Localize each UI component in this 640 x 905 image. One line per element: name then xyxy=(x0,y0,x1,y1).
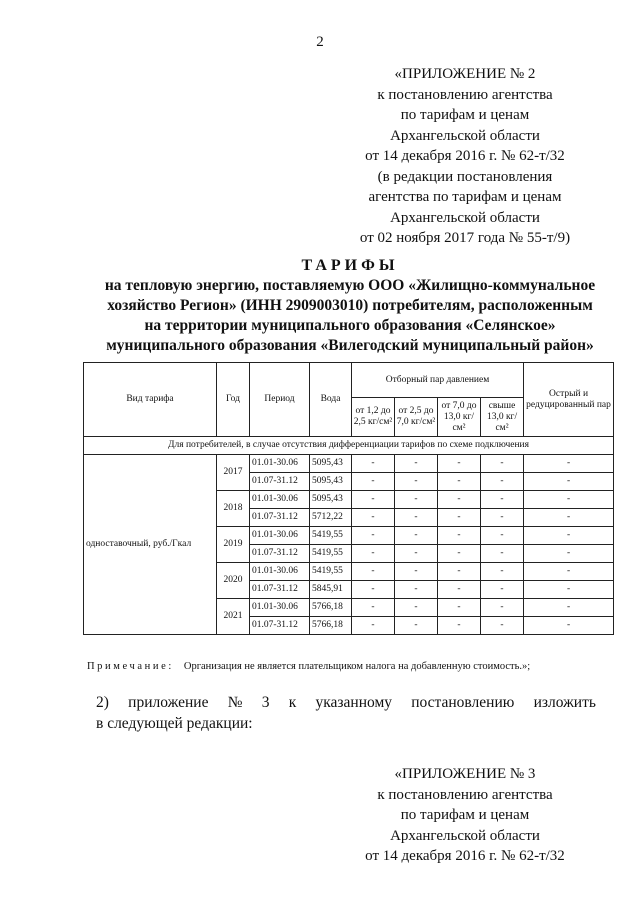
steam-tariff-cell: - xyxy=(481,473,524,491)
water-tariff-cell: 5095,43 xyxy=(310,473,352,491)
appendix-line: Архангельской области xyxy=(390,827,540,844)
sharp-steam-tariff-cell: - xyxy=(524,455,614,473)
steam-tariff-cell: - xyxy=(352,545,395,563)
paragraph-line xyxy=(96,692,596,713)
water-tariff-cell: 5095,43 xyxy=(310,491,352,509)
period-cell: 01.01-30.06 xyxy=(250,599,310,617)
appendix-header-bottom xyxy=(340,764,590,867)
paragraph-word: постановлению xyxy=(411,694,515,711)
period-cell: 01.07-31.12 xyxy=(250,509,310,527)
title-line: муниципального образования «Вилегодский муниципальный район» xyxy=(106,337,594,354)
water-tariff-cell: 5419,55 xyxy=(310,527,352,545)
steam-tariff-cell: - xyxy=(395,455,438,473)
period-cell: 01.01-30.06 xyxy=(250,491,310,509)
paragraph-word: № xyxy=(227,694,243,711)
steam-tariff-cell: - xyxy=(352,491,395,509)
paragraph-word: 2) xyxy=(96,694,109,711)
year-cell: 2019 xyxy=(217,527,250,563)
sharp-steam-tariff-cell: - xyxy=(524,491,614,509)
tariff-type-cell: одноставочный, руб./Гкал xyxy=(84,455,217,635)
header-steam-col: свыше 13,0 кг/см² xyxy=(481,398,524,437)
appendix-line: «ПРИЛОЖЕНИЕ № 3 xyxy=(394,766,536,782)
appendix-line: агентства по тарифам и ценам xyxy=(368,189,562,205)
appendix-line: Архангельской области xyxy=(390,209,540,226)
period-cell: 01.01-30.06 xyxy=(250,455,310,473)
steam-tariff-cell: - xyxy=(481,509,524,527)
paragraph-word: 3 xyxy=(261,694,270,711)
water-tariff-cell: 5845,91 xyxy=(310,581,352,599)
period-cell: 01.07-31.12 xyxy=(250,473,310,491)
sharp-steam-tariff-cell: - xyxy=(524,509,614,527)
tariff-table xyxy=(83,362,614,635)
water-tariff-cell: 5095,43 xyxy=(310,455,352,473)
steam-tariff-cell: - xyxy=(481,563,524,581)
steam-tariff-cell: - xyxy=(395,509,438,527)
amendment-paragraph xyxy=(96,692,596,734)
appendix-line: Архангельской области xyxy=(390,127,540,144)
steam-tariff-cell: - xyxy=(438,545,481,563)
steam-tariff-cell: - xyxy=(481,617,524,635)
paragraph-line: в следующей редакции: xyxy=(96,715,253,732)
steam-tariff-cell: - xyxy=(438,581,481,599)
water-tariff-cell: 5419,55 xyxy=(310,563,352,581)
steam-tariff-cell: - xyxy=(352,473,395,491)
steam-tariff-cell: - xyxy=(438,509,481,527)
title-line: на тепловую энергию, поставляемую ООО «Жилищно-коммунальное xyxy=(104,277,596,294)
steam-tariff-cell: - xyxy=(481,527,524,545)
appendix-line: по тарифам и ценам xyxy=(400,107,530,123)
sharp-steam-tariff-cell: - xyxy=(524,599,614,617)
appendix-line: к постановлению агентства xyxy=(377,786,553,803)
steam-tariff-cell: - xyxy=(395,491,438,509)
sharp-steam-tariff-cell: - xyxy=(524,581,614,599)
sharp-steam-tariff-cell: - xyxy=(524,563,614,581)
appendix-line: от 14 декабря 2016 г. № 62-т/32 xyxy=(365,148,565,164)
header-sharp-steam: Острый и редуцированный пар xyxy=(524,363,614,437)
steam-tariff-cell: - xyxy=(395,581,438,599)
steam-tariff-cell: - xyxy=(481,545,524,563)
steam-tariff-cell: - xyxy=(438,527,481,545)
appendix-line: «ПРИЛОЖЕНИЕ № 2 xyxy=(394,66,536,82)
appendix-line: по тарифам и ценам xyxy=(400,807,530,823)
steam-tariff-cell: - xyxy=(438,599,481,617)
header-year: Год xyxy=(217,363,250,437)
header-steam-col: от 7,0 до 13,0 кг/см² xyxy=(438,398,481,437)
steam-tariff-cell: - xyxy=(481,599,524,617)
appendix-line: от 02 ноября 2017 года № 55-т/9) xyxy=(359,230,571,246)
year-cell: 2017 xyxy=(217,455,250,491)
steam-tariff-cell: - xyxy=(481,491,524,509)
period-cell: 01.07-31.12 xyxy=(250,581,310,599)
appendix-line: к постановлению агентства xyxy=(377,86,553,103)
steam-tariff-cell: - xyxy=(395,545,438,563)
steam-tariff-cell: - xyxy=(352,599,395,617)
header-steam-col: от 1,2 до 2,5 кг/см² xyxy=(352,398,395,437)
steam-tariff-cell: - xyxy=(352,581,395,599)
paragraph-word: к xyxy=(288,694,297,711)
water-tariff-cell: 5766,18 xyxy=(310,617,352,635)
steam-tariff-cell: - xyxy=(481,581,524,599)
steam-tariff-cell: - xyxy=(395,599,438,617)
water-tariff-cell: 5766,18 xyxy=(310,599,352,617)
period-cell: 01.07-31.12 xyxy=(250,545,310,563)
title-line: хозяйство Регион» (ИНН 2909003010) потребителям, расположенным xyxy=(107,297,593,314)
sharp-steam-tariff-cell: - xyxy=(524,527,614,545)
table-row xyxy=(84,455,614,473)
header-steam-group: Отборный пар давлением xyxy=(352,363,524,398)
title-line: на территории муниципального образования «Селянское» xyxy=(144,317,556,334)
header-steam-col: от 2,5 до 7,0 кг/см² xyxy=(395,398,438,437)
page-number: 2 xyxy=(316,34,324,50)
steam-tariff-cell: - xyxy=(395,527,438,545)
appendix-header-top xyxy=(340,64,590,249)
appendix-line: от 14 декабря 2016 г. № 62-т/32 xyxy=(365,848,565,864)
note-label: Примечание: xyxy=(87,661,174,672)
steam-tariff-cell: - xyxy=(438,617,481,635)
steam-tariff-cell: - xyxy=(395,617,438,635)
steam-tariff-cell: - xyxy=(438,563,481,581)
year-cell: 2020 xyxy=(217,563,250,599)
table-subheader: Для потребителей, в случае отсутствия дифференциации тарифов по схеме подключения xyxy=(84,437,614,455)
steam-tariff-cell: - xyxy=(352,617,395,635)
steam-tariff-cell: - xyxy=(352,527,395,545)
sharp-steam-tariff-cell: - xyxy=(524,617,614,635)
period-cell: 01.01-30.06 xyxy=(250,527,310,545)
period-cell: 01.01-30.06 xyxy=(250,563,310,581)
steam-tariff-cell: - xyxy=(352,509,395,527)
note-text: Организация не является плательщиком налога на добавленную стоимость.»; xyxy=(183,661,531,672)
steam-tariff-cell: - xyxy=(395,563,438,581)
header-period: Период xyxy=(250,363,310,437)
appendix-line: (в редакции постановления xyxy=(377,168,553,185)
header-tariff-type: Вид тарифа xyxy=(84,363,217,437)
steam-tariff-cell: - xyxy=(352,563,395,581)
steam-tariff-cell: - xyxy=(438,455,481,473)
steam-tariff-cell: - xyxy=(352,455,395,473)
year-cell: 2018 xyxy=(217,491,250,527)
paragraph-word: приложение xyxy=(128,694,209,711)
document-title xyxy=(60,256,640,356)
steam-tariff-cell: - xyxy=(438,473,481,491)
note xyxy=(87,661,530,672)
period-cell: 01.07-31.12 xyxy=(250,617,310,635)
water-tariff-cell: 5419,55 xyxy=(310,545,352,563)
steam-tariff-cell: - xyxy=(438,491,481,509)
header-water: Вода xyxy=(310,363,352,437)
sharp-steam-tariff-cell: - xyxy=(524,545,614,563)
year-cell: 2021 xyxy=(217,599,250,635)
paragraph-word: изложить xyxy=(533,694,596,711)
steam-tariff-cell: - xyxy=(395,473,438,491)
sharp-steam-tariff-cell: - xyxy=(524,473,614,491)
steam-tariff-cell: - xyxy=(481,455,524,473)
title-main: ТАРИФЫ xyxy=(301,257,399,274)
water-tariff-cell: 5712,22 xyxy=(310,509,352,527)
paragraph-word: указанному xyxy=(315,694,392,711)
